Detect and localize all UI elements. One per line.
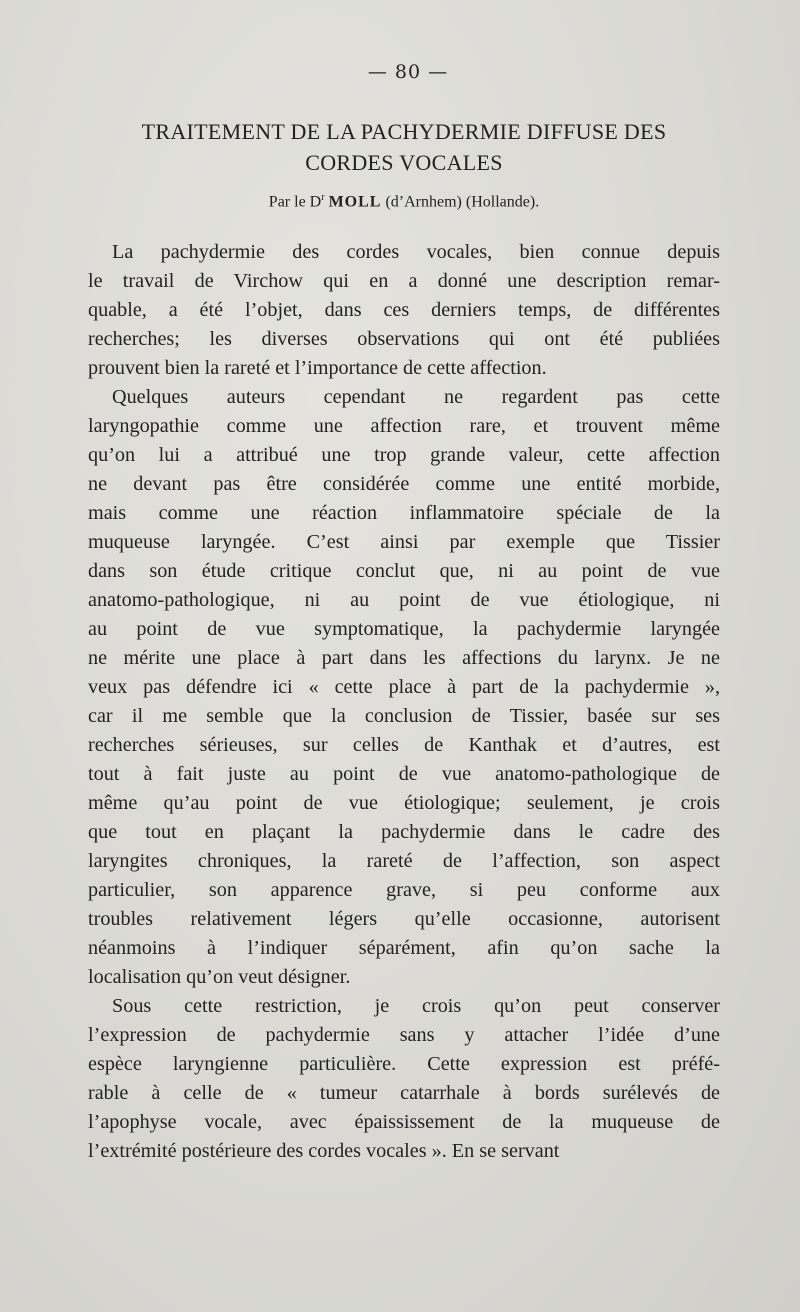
text-line: La pachydermie des cordes vocales, bien connue depuis xyxy=(112,241,720,263)
text-line: ne mérite une place à part dans les affections du larynx. Je ne xyxy=(88,647,720,669)
text-line: Sous cette restriction, je crois qu’on peut conserver xyxy=(112,995,720,1017)
article-title-line-1: TRAITEMENT DE LA PACHYDERMIE DIFFUSE DES xyxy=(141,119,667,144)
text-line: particulier, son apparence grave, si peu conforme aux xyxy=(88,879,720,901)
byline-prefix: Par le D xyxy=(268,193,322,211)
text-line: troubles relativement légers qu’elle occasionne, autorisent xyxy=(88,908,720,930)
text-line: au point de vue symptomatique, la pachydermie laryngée xyxy=(88,618,720,640)
text-line: qu’on lui a attribué une trop grande valeur, cette affection xyxy=(88,444,720,466)
text-line: l’expression de pachydermie sans y attacher l’idée d’une xyxy=(88,1024,720,1046)
text-line: quable, a été l’objet, dans ces derniers temps, de différentes xyxy=(88,299,720,321)
article-title xyxy=(88,116,720,178)
byline-sup: r xyxy=(321,192,325,203)
text-line: laryngites chroniques, la rareté de l’affection, son aspect xyxy=(88,850,720,872)
text-line: espèce laryngienne particulière. Cette expression est préfé- xyxy=(88,1053,720,1075)
text-line: laryngopathie comme une affection rare, et trouvent même xyxy=(88,415,720,437)
paragraph xyxy=(88,238,720,383)
text-line: même qu’au point de vue étiologique; seulement, je crois xyxy=(88,792,720,814)
text-line: localisation qu’on veut désigner. xyxy=(88,966,351,988)
text-line: rable à celle de « tumeur catarrhale à bords surélevés de xyxy=(88,1082,720,1104)
author-affiliation: (d’Arnhem) (Hollande). xyxy=(385,193,540,211)
author-name: MOLL xyxy=(328,193,382,211)
paragraph xyxy=(88,992,720,1166)
text-line: recherches; les diverses observations qui ont été publiées xyxy=(88,328,720,350)
text-line: dans son étude critique conclut que, ni au point de vue xyxy=(88,560,720,582)
text-line: le travail de Virchow qui en a donné une description remar- xyxy=(88,270,720,292)
text-line: car il me semble que la conclusion de Tissier, basée sur ses xyxy=(88,705,720,727)
text-line: veux pas défendre ici « cette place à part de la pachydermie », xyxy=(88,676,720,698)
text-line: l’extrémité postérieure des cordes vocales ». En se servant xyxy=(88,1140,560,1162)
paragraph xyxy=(88,383,720,992)
text-line: recherches sérieuses, sur celles de Kanthak et d’autres, est xyxy=(88,734,720,756)
text-line: muqueuse laryngée. C’est ainsi par exemple que Tissier xyxy=(88,531,720,553)
text-line: prouvent bien la rareté et l’importance de cette affection. xyxy=(88,357,547,379)
text-line: tout à fait juste au point de vue anatomo-pathologique de xyxy=(88,763,720,785)
byline xyxy=(88,186,720,210)
text-line: l’apophyse vocale, avec épaississement de la muqueuse de xyxy=(88,1111,720,1133)
text-line: Quelques auteurs cependant ne regardent pas cette xyxy=(112,386,720,408)
page-number: — 80 — xyxy=(367,61,449,83)
text-line: néanmoins à l’indiquer séparément, afin qu’on sache la xyxy=(88,937,720,959)
article-title-line-2: CORDES VOCALES xyxy=(305,150,503,175)
document-page xyxy=(88,56,720,1166)
text-line: que tout en plaçant la pachydermie dans le cadre des xyxy=(88,821,720,843)
text-line: ne devant pas être considérée comme une entité morbide, xyxy=(88,473,720,495)
text-line: mais comme une réaction inflammatoire spéciale de la xyxy=(88,502,720,524)
text-line: anatomo-pathologique, ni au point de vue étiologique, ni xyxy=(88,589,720,611)
body-text xyxy=(88,238,720,1166)
